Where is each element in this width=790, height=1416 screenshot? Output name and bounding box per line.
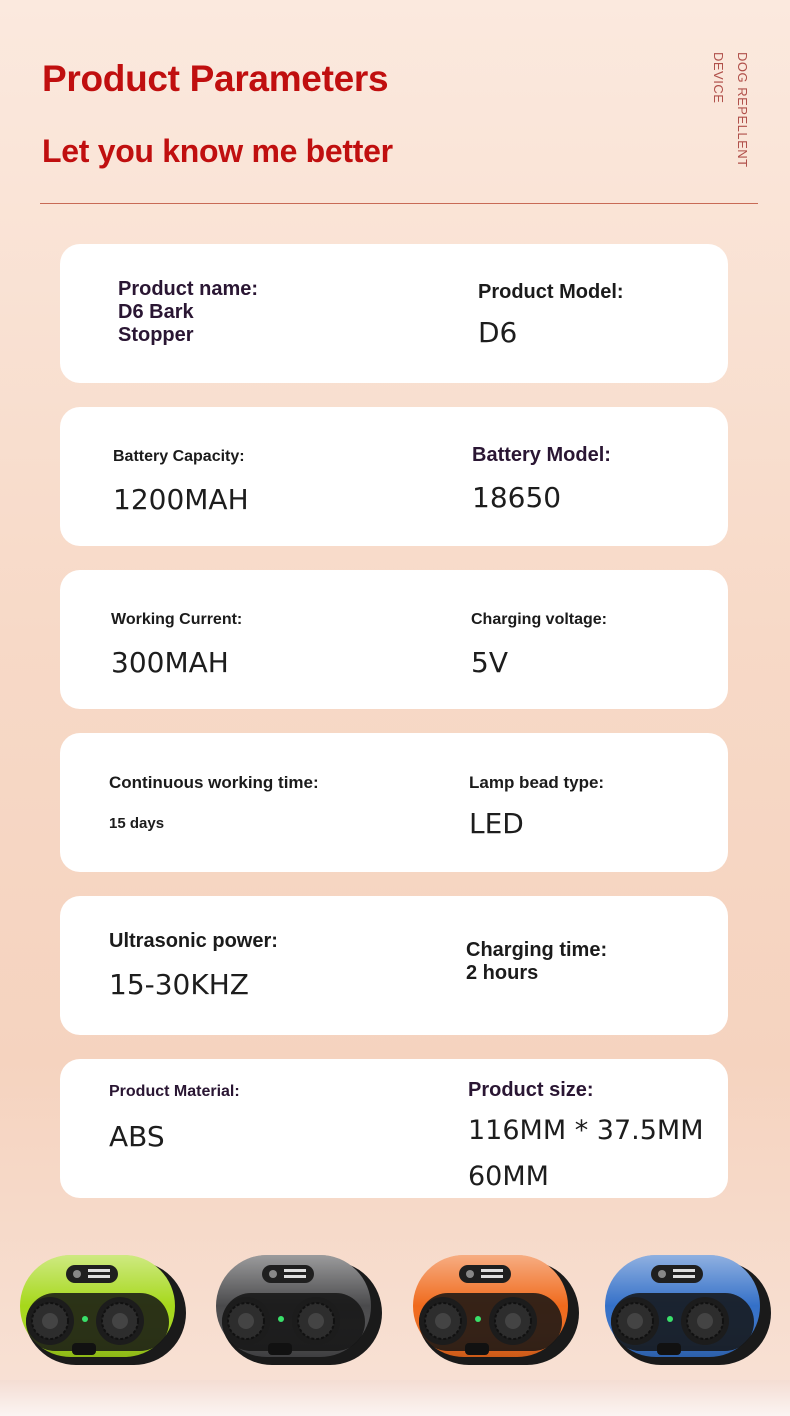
material-cell [109, 1080, 240, 1154]
page-title: Product Parameters [42, 58, 389, 99]
material-value: ABS [109, 1120, 165, 1153]
product-name-value-line2: Stopper [118, 324, 194, 346]
spec-card-material-size [60, 1059, 728, 1198]
product-name-cell [118, 278, 258, 347]
device-green-icon [20, 1255, 186, 1365]
battery-capacity-value: 1200MAH [113, 483, 249, 516]
battery-model-label: Battery Model: [472, 444, 611, 466]
vertical-caption-1: DOG REPELLENT [735, 52, 750, 168]
ultrasonic-value: 15-30KHZ [109, 968, 249, 1001]
product-name-value-line1: D6 Bark [118, 301, 194, 323]
charging-time-value: 2 hours [466, 962, 539, 984]
charging-voltage-label: Charging voltage: [471, 611, 608, 628]
battery-model-cell [472, 444, 611, 515]
spec-card-battery [60, 407, 728, 546]
floor-reflection [0, 1380, 790, 1416]
spec-card-time-lamp [60, 733, 728, 872]
continuous-time-label: Continuous working time: [109, 773, 319, 792]
page-subtitle: Let you know me better [42, 133, 393, 169]
charging-time-label: Charging time: [466, 939, 608, 961]
size-value-line1: 116MM * 37.5MM [468, 1115, 704, 1146]
ultrasonic-cell [109, 930, 278, 1002]
charging-time-cell [466, 939, 607, 985]
charging-voltage-value: 5V [471, 646, 508, 679]
ultrasonic-label: Ultrasonic power: [109, 930, 278, 952]
product-model-value: D6 [478, 316, 518, 349]
charging-voltage-cell [471, 608, 607, 680]
spec-card-ultrasonic-charging [60, 896, 728, 1035]
spec-card-current-voltage [60, 570, 728, 709]
material-label: Product Material: [109, 1083, 240, 1100]
battery-model-value: 18650 [472, 481, 562, 514]
working-current-value: 300MAH [111, 646, 229, 679]
vertical-caption-2: DEVICE [711, 52, 726, 104]
working-current-cell [111, 608, 242, 680]
device-lineup [0, 1240, 790, 1400]
device-blue-icon [605, 1255, 771, 1365]
lamp-bead-cell [469, 771, 604, 841]
lamp-bead-label: Lamp bead type: [469, 773, 605, 792]
battery-capacity-cell [113, 445, 249, 517]
battery-capacity-label: Battery Capacity: [113, 448, 245, 465]
continuous-time-value: 15 days [109, 815, 165, 832]
device-gray-icon [216, 1255, 382, 1365]
size-value-line2: 60MM [468, 1161, 549, 1192]
size-cell [468, 1079, 704, 1200]
spec-card-name-model [60, 244, 728, 383]
product-model-label: Product Model: [478, 281, 624, 303]
header-divider [40, 203, 758, 204]
device-orange-icon [413, 1255, 579, 1365]
working-current-label: Working Current: [111, 611, 243, 628]
product-name-label: Product name: [118, 278, 259, 300]
lamp-bead-value: LED [469, 807, 524, 840]
continuous-time-cell [109, 771, 319, 834]
product-model-cell [478, 281, 624, 350]
size-label: Product size: [468, 1079, 594, 1101]
